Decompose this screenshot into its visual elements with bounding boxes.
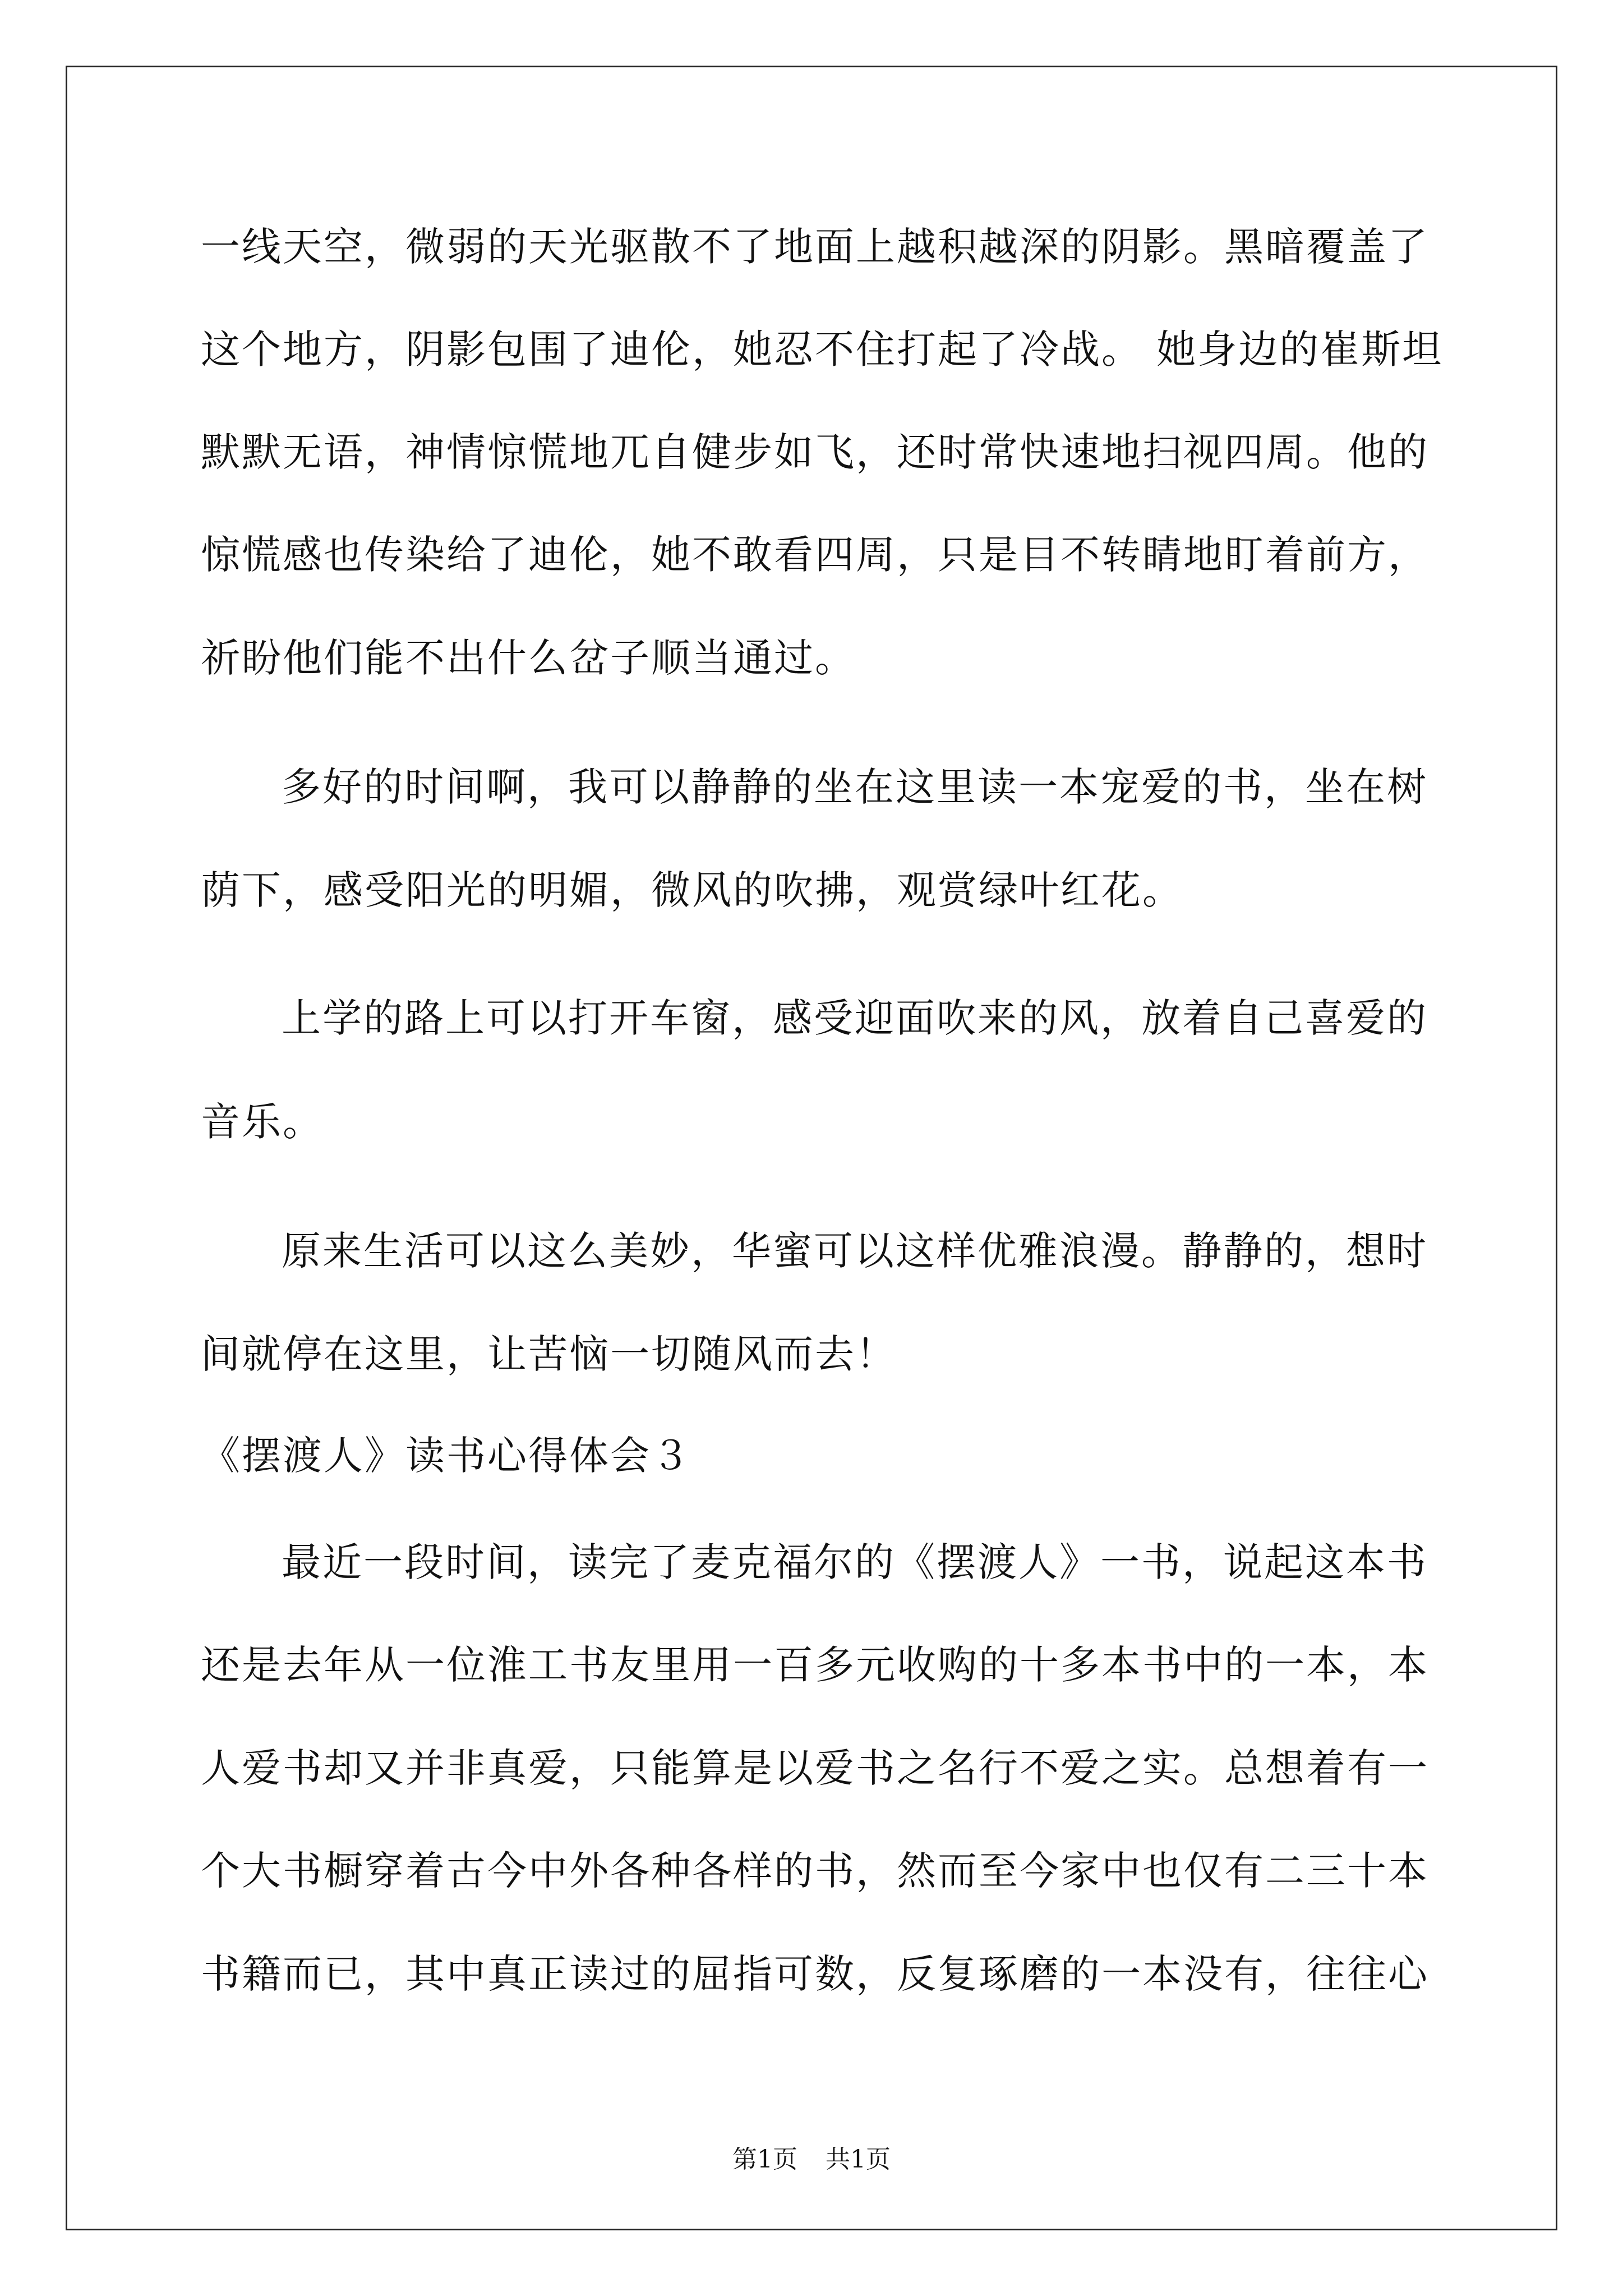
text-line: 祈盼他们能不出什么岔子顺当通过。 bbox=[201, 635, 856, 681]
paragraph-first-line: 最近一段时间，读完了麦克福尔的《摆渡人》一书，说起这本书 bbox=[282, 1539, 1428, 1585]
page-border bbox=[66, 66, 1557, 2230]
paragraph-first-line: 上学的路上可以打开车窗，感受迎面吹来的风，放着自己喜爱的 bbox=[282, 995, 1428, 1041]
section-heading: 《摆渡人》读书心得体会３ bbox=[201, 1433, 692, 1479]
text-line: 个大书橱穿着古今中外各种各样的书，然而至今家中也仅有二三十本 bbox=[201, 1848, 1429, 1894]
text-line: 惊慌感也传染给了迪伦，她不敢看四周，只是目不转睛地盯着前方， bbox=[201, 532, 1429, 578]
text-line: 书籍而已，其中真正读过的屈指可数，反复琢磨的一本没有，往往心 bbox=[201, 1951, 1429, 1997]
text-line: 这个地方，阴影包围了迪伦，她忍不住打起了冷战。 她身边的崔斯坦 bbox=[201, 326, 1444, 372]
text-line: 间就停在这里，让苦恼一切随风而去！ bbox=[201, 1331, 897, 1377]
text-line: 音乐。 bbox=[201, 1099, 324, 1145]
paragraph-first-line: 多好的时间啊，我可以静静的坐在这里读一本宠爱的书，坐在树 bbox=[282, 764, 1428, 810]
text-line: 一线天空，微弱的天光驱散不了地面上越积越深的阴影。黑暗覆盖了 bbox=[201, 224, 1429, 270]
text-line: 人爱书却又并非真爱，只能算是以爱书之名行不爱之实。总想着有一 bbox=[201, 1745, 1429, 1791]
paragraph-first-line: 原来生活可以这么美妙，华蜜可以这样优雅浪漫。静静的，想时 bbox=[282, 1228, 1428, 1274]
text-line: 默默无语，神情惊慌地兀自健步如飞，还时常快速地扫视四周。他的 bbox=[201, 429, 1429, 475]
text-line: 还是去年从一位淮工书友里用一百多元收购的十多本书中的一本，本 bbox=[201, 1642, 1429, 1688]
page-total: 共1页 bbox=[826, 2145, 891, 2174]
text-line: 荫下，感受阳光的明媚，微风的吹拂，观赏绿叶红花。 bbox=[201, 867, 1183, 913]
page-footer bbox=[0, 2143, 1623, 2177]
page-number: 第1页 bbox=[732, 2145, 797, 2174]
